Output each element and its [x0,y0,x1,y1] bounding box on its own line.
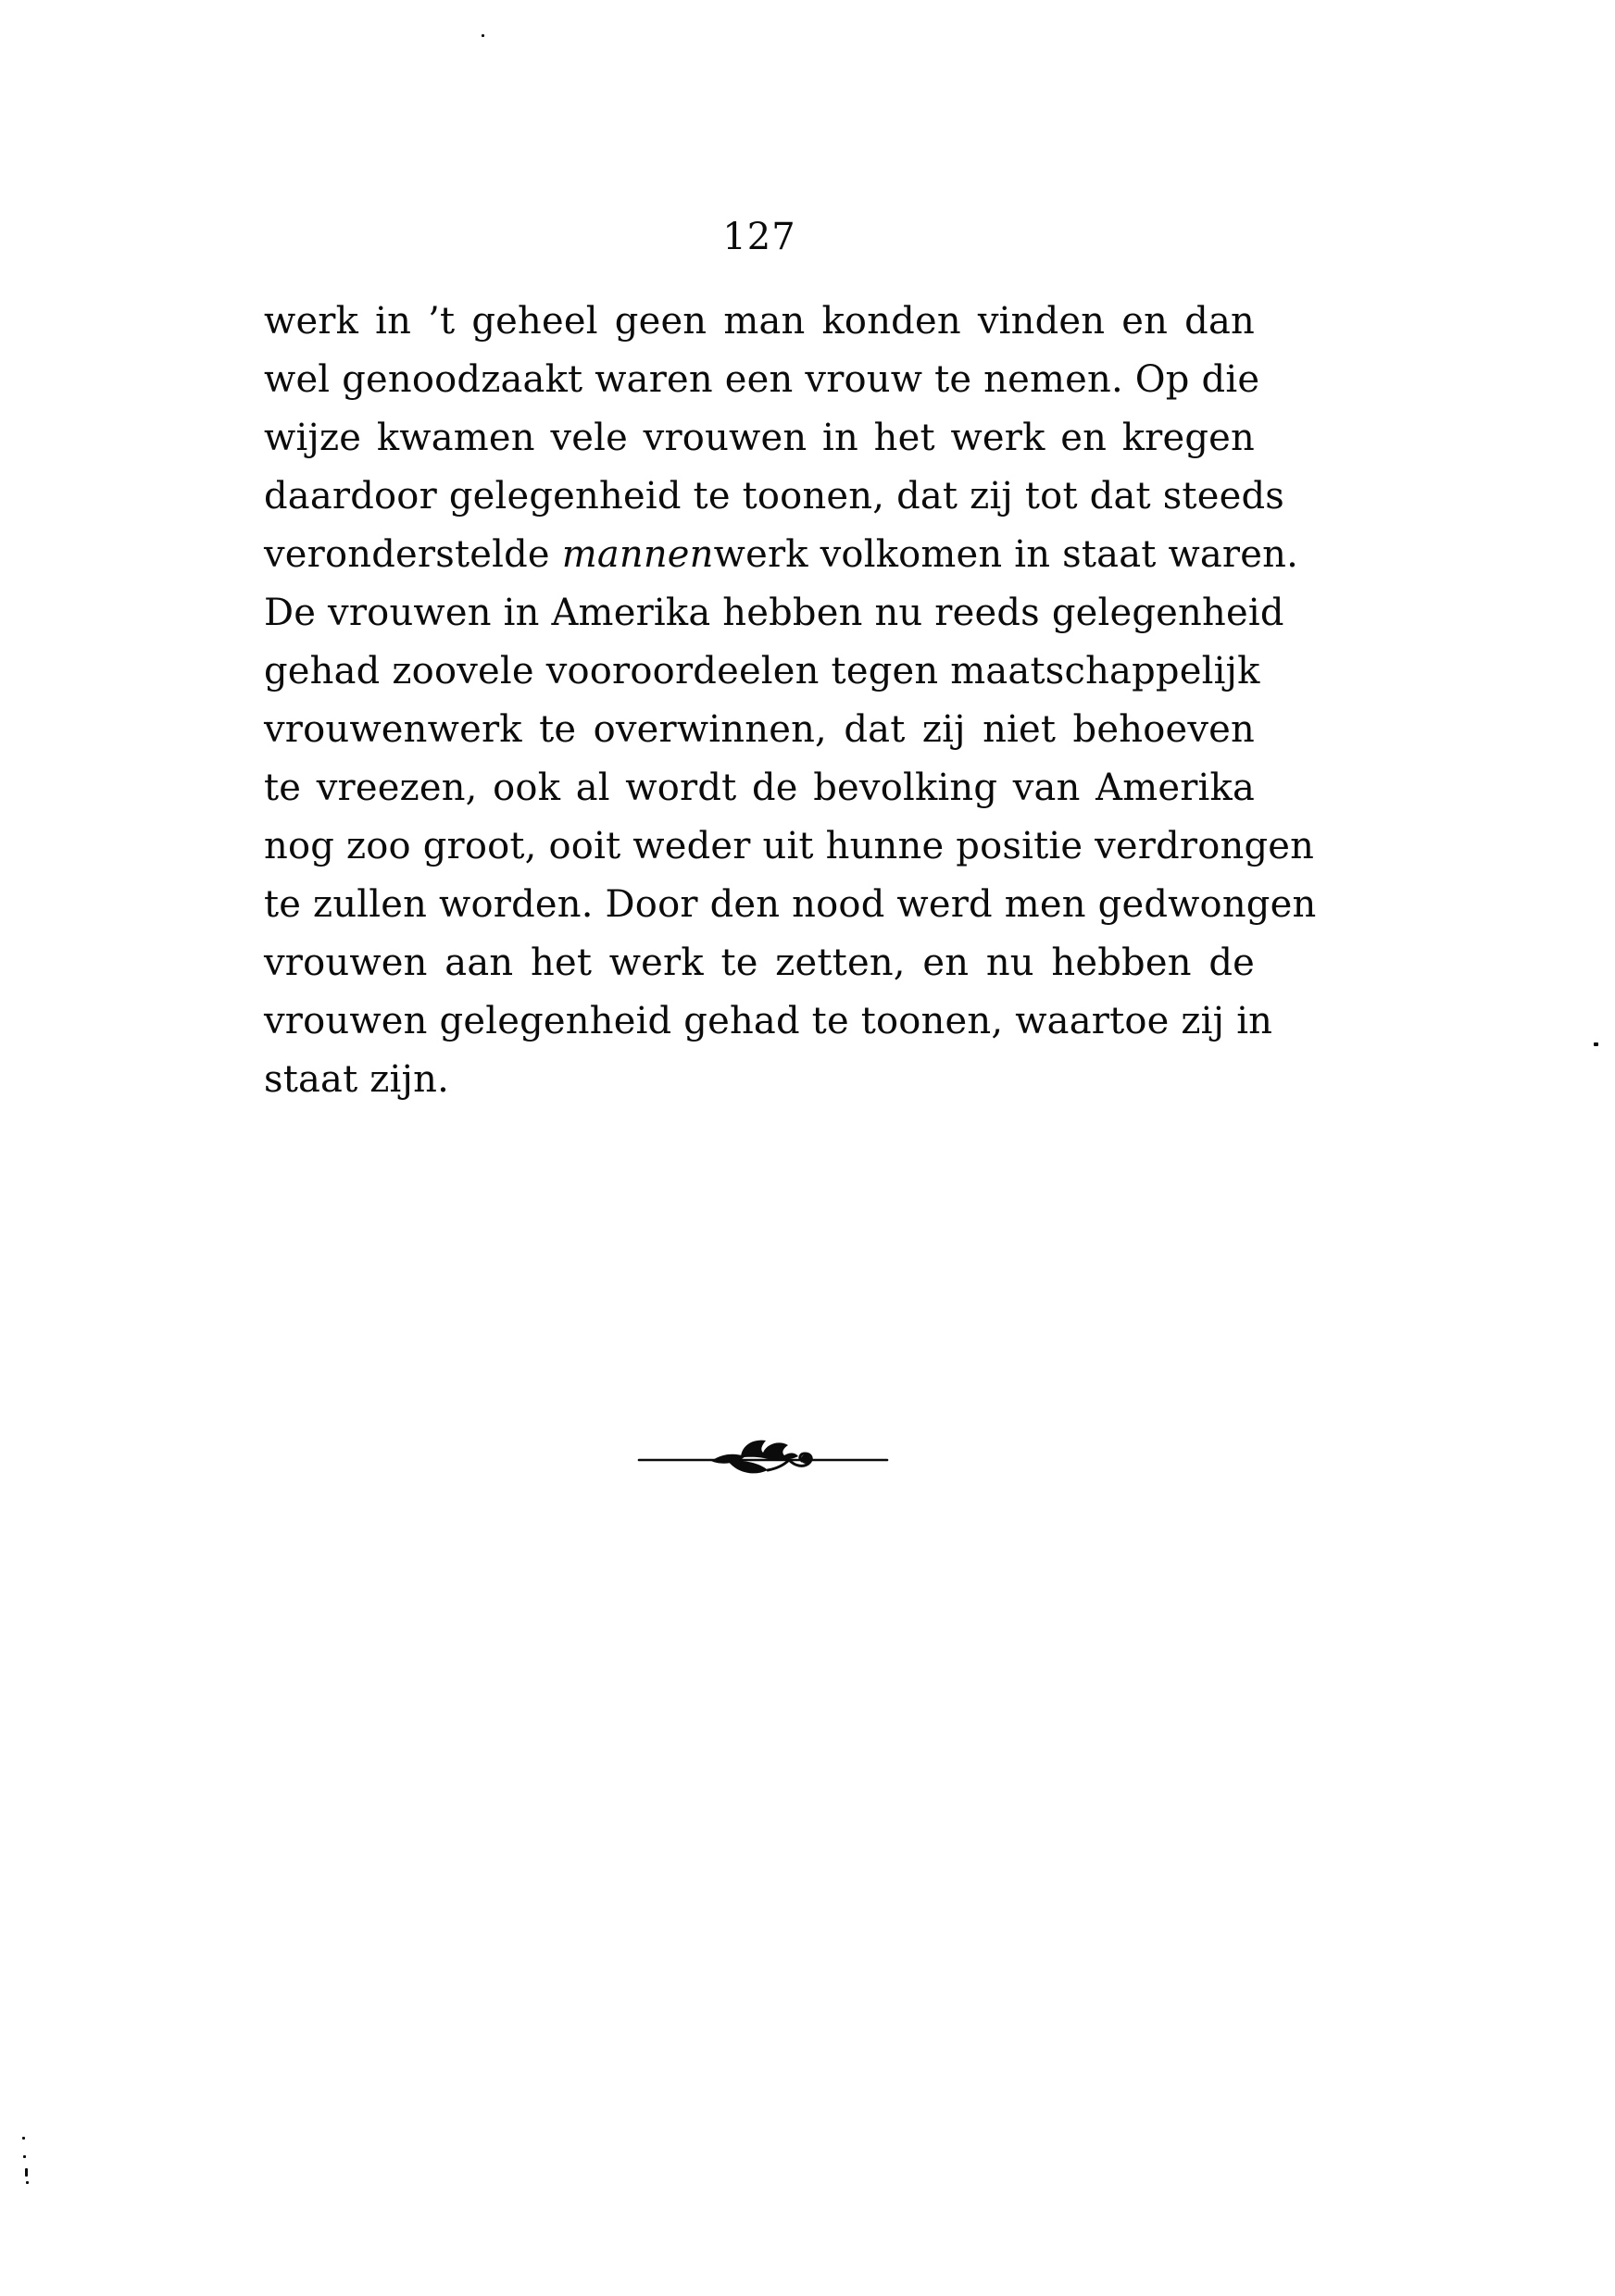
text-line: De vrouwen in Amerika hebben nu reeds gelegenheid [264,592,1284,634]
italic-word: mannen [561,533,714,576]
text-segment: veronderstelde [264,533,562,576]
text-line: gehad zoovele vooroordeelen tegen maatschappelijk [264,650,1260,693]
scan-speckle [22,2137,25,2140]
scan-speckle [1594,1042,1598,1046]
scan-speckle [23,2155,26,2158]
text-line [264,526,1299,584]
text-line: vrouwen aan het werk te zetten, en nu hebben de [264,942,1255,984]
text-segment: werk volkomen in staat waren. [713,533,1299,576]
text-line: daardoor gelegenheid te toonen, dat zij tot dat steeds [264,475,1284,518]
page-number: 127 [722,216,796,258]
text-line: nog zoo groot, ooit weder uit hunne positie verdrongen [264,825,1315,867]
body-paragraph [264,293,1317,1109]
text-line: wel genoodzaakt waren een vrouw te nemen. Op die [264,358,1260,401]
text-line: te zullen worden. Door den nood werd men gedwongen [264,883,1317,926]
text-line: staat zijn. [264,1058,450,1101]
text-line: vrouwenwerk te overwinnen, dat zij niet behoeven [264,708,1255,751]
text-line: te vreezen, ook al wordt de bevolking van Amerika [264,767,1255,809]
text-line: wijze kwamen vele vrouwen in het werk en kregen [264,417,1255,459]
scan-speckle [25,2168,28,2177]
scan-speckle [482,34,484,37]
scan-speckle [26,2181,29,2184]
divider-ornament [637,1437,889,1481]
fleuron-icon [637,1437,889,1481]
text-line: vrouwen gelegenheid gehad te toonen, waartoe zij in [264,1000,1273,1042]
text-line: werk in ’t geheel geen man konden vinden en dan [264,300,1255,343]
